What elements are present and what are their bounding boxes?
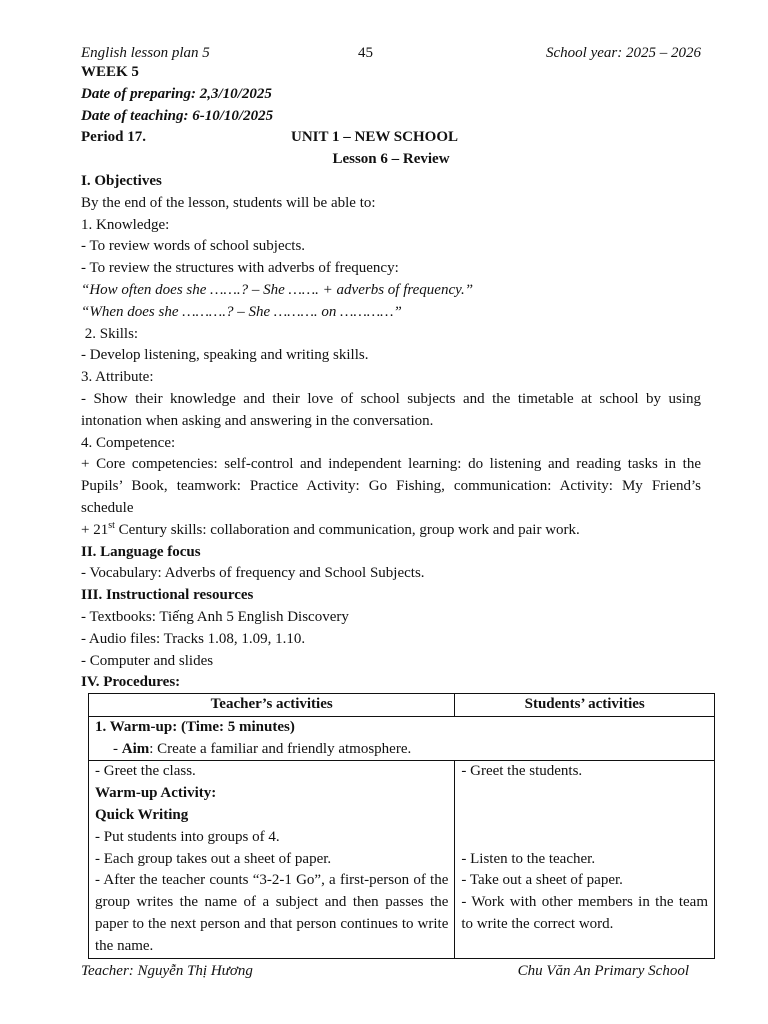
resource-audio: - Audio files: Tracks 1.08, 1.09, 1.10. [81,630,306,647]
teacher-step-2: - Each group takes out a sheet of paper. [95,850,332,867]
footer-school: Chu Văn An Primary School [517,963,689,979]
vocabulary-item: - Vocabulary: Adverbs of frequency and School Subjects. [81,565,425,582]
teacher-column-header: Teacher’s activities [89,694,455,717]
teacher-step-1: - Put students into groups of 4. [95,828,280,845]
teacher-activities-cell [89,761,455,958]
structure-2: “When does she ……….? – She ………. on …………” [81,303,402,320]
resource-textbooks: - Textbooks: Tiếng Anh 5 English Discovery [81,608,349,625]
attribute-item-1: - Show their knowledge and their love of school subjects and the timetable at school by using intonation when asking and answering in the conversation. [81,390,701,429]
competence-item-1: + Core competencies: self-control and independent learning: do listening and reading tasks in the Pupils’ Book, teamwork: Practice Activity: Go Fishing, communication: Activity: My Friend’s schedule [81,456,701,516]
warmup-cell [89,716,715,761]
teacher-greet: - Greet the class. [95,763,196,780]
competence-heading: 4. Competence: [81,434,176,451]
week-label: WEEK 5 [81,64,139,80]
language-focus-heading: II. Language focus [81,543,201,560]
students-step-2: - Take out a sheet of paper. [461,872,623,889]
knowledge-item-1: - To review words of school subjects. [81,238,306,255]
warmup-title: 1. Warm-up: (Time: 5 minutes) [95,718,295,735]
resource-computer: - Computer and slides [81,652,214,669]
students-column-header: Students’ activities [455,694,715,717]
resources-heading: III. Instructional resources [81,587,254,604]
activity-row [89,761,715,958]
students-activities-cell [455,761,715,958]
page-footer [81,961,689,983]
period-label: Period 17. [81,129,146,146]
knowledge-item-2: - To review the structures with adverbs of frequency: [81,260,399,277]
teacher-step-3: - After the teacher counts “3-2-1 Go”, a first-person of the group writes the name of a subject and then passes the paper to the next person and that person continues to write the name. [95,872,449,954]
objectives-heading: I. Objectives [81,172,162,189]
warmup-activity-label: Warm-up Activity: [95,785,217,802]
header-school-year: School year: 2025 – 2026 [546,45,701,61]
students-step-3: - Work with other members in the team to write the correct word. [461,894,708,932]
attribute-heading: 3. Attribute: [81,369,154,386]
document-body [81,62,701,694]
date-teaching: Date of teaching: 6-10/10/2025 [81,107,274,124]
header-lesson-plan-title: English lesson plan 5 [81,45,210,61]
knowledge-heading: 1. Knowledge: [81,216,170,233]
competence-item-2: + 21st Century skills: collaboration and communication, group work and pair work. [81,519,580,538]
skills-heading: 2. Skills: [81,325,139,342]
warmup-row [89,716,715,761]
students-step-1: - Listen to the teacher. [461,850,596,867]
procedures-heading: IV. Procedures: [81,674,181,691]
students-spacer [461,783,708,848]
warmup-aim: - Aim: Create a familiar and friendly atmosphere. [113,740,412,757]
lesson-title: Lesson 6 – Review [332,151,450,168]
date-preparing: Date of preparing: 2,3/10/2025 [81,85,272,102]
structure-1: “How often does she …….? – She ……. + adverbs of frequency.” [81,281,474,298]
warmup-activity-name: Quick Writing [95,806,189,823]
skills-item-1: - Develop listening, speaking and writing skills. [81,347,369,364]
objectives-intro: By the end of the lesson, students will be able to: [81,194,376,211]
procedures-table [88,693,715,959]
table-header-row [89,694,715,717]
unit-title: UNIT 1 – NEW SCHOOL [291,129,458,146]
students-greet: - Greet the students. [461,763,583,780]
header-page-number: 45 [358,45,373,61]
footer-teacher: Teacher: Nguyễn Thị Hương [81,963,253,979]
period-row [81,127,701,149]
